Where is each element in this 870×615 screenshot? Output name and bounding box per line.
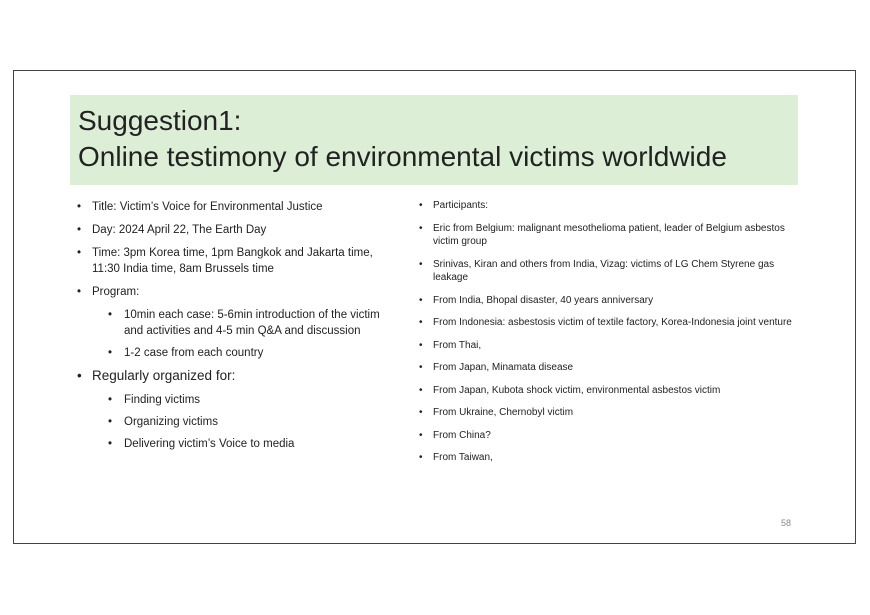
participant-item: • From India, Bhopal disaster, 40 years anniversary <box>418 294 798 308</box>
participant-item: • From Indonesia: asbestosis victim of textile factory, Korea-Indonesia joint venture <box>418 316 798 330</box>
slide-title: Suggestion1: <box>78 105 242 136</box>
program-sub-item: • 10min each case: 5-6min introduction of the victim and activities and 4-5 min Q&A and discussion <box>75 307 395 339</box>
participant-item: • Eric from Belgium: malignant mesothelioma patient, leader of Belgium asbestos victim group <box>418 222 798 249</box>
bullet-program: • Program: <box>75 284 395 300</box>
bullet-regular: • Regularly organized for: <box>75 367 395 385</box>
participant-item: • From China? <box>418 429 798 443</box>
participant-item: • From Taiwan, <box>418 451 798 465</box>
participant-item: • Srinivas, Kiran and others from India, Vizag: victims of LG Chem Styrene gas leakage <box>418 258 798 285</box>
bullet-time: • Time: 3pm Korea time, 1pm Bangkok and Jakarta time, 11:30 India time, 8am Brussels time <box>75 245 395 277</box>
regular-sub-item: • Delivering victim’s Voice to media <box>75 436 395 452</box>
participants-list <box>418 199 798 465</box>
participant-item: • From Japan, Minamata disease <box>418 361 798 375</box>
participant-item: • From Ukraine, Chernobyl victim <box>418 406 798 420</box>
bullet-day: • Day: 2024 April 22, The Earth Day <box>75 222 395 238</box>
right-column <box>418 199 798 474</box>
participant-item: • From Japan, Kubota shock victim, environmental asbestos victim <box>418 384 798 398</box>
regular-sub-item: • Organizing victims <box>75 414 395 430</box>
page-number: 58 <box>781 518 792 528</box>
program-sub-item: • 1-2 case from each country <box>75 345 395 361</box>
participants-heading: • Participants: <box>418 199 798 213</box>
title-box <box>70 95 798 185</box>
bullet-title: • Title: Victim’s Voice for Environmental Justice <box>75 199 395 215</box>
regular-sub-item: • Finding victims <box>75 392 395 408</box>
left-bullet-list <box>75 199 395 452</box>
left-column <box>75 199 395 458</box>
slide-subtitle: Online testimony of environmental victims worldwide <box>78 141 727 172</box>
participant-item: • From Thai, <box>418 339 798 353</box>
